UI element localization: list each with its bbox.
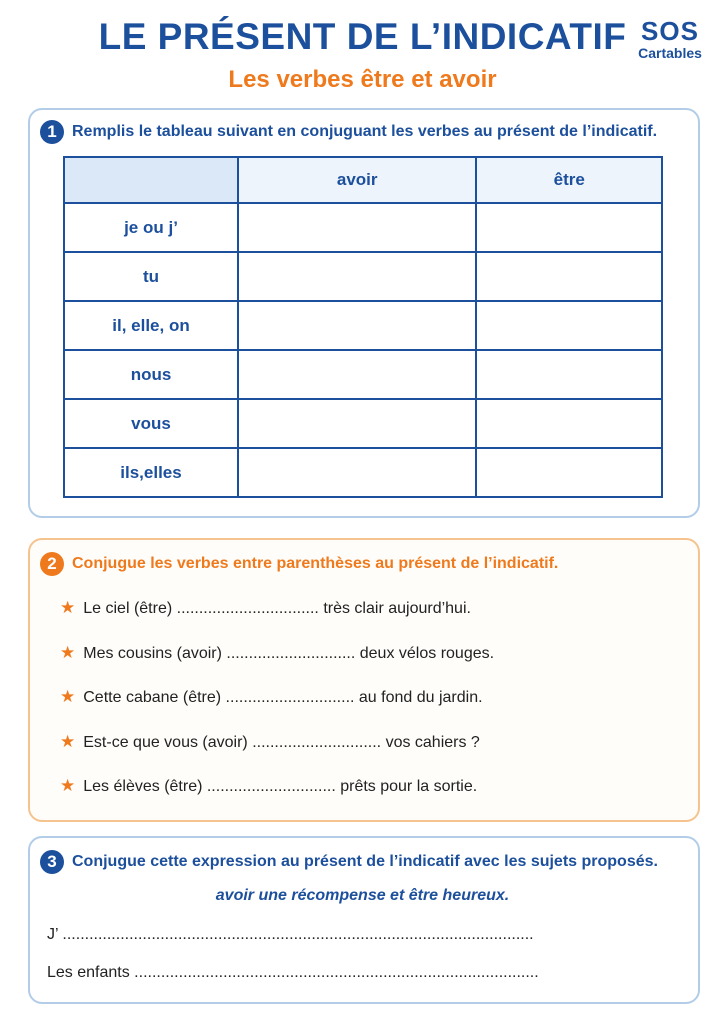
expression-to-conjugate: avoir une récompense et être heureux. — [215, 887, 510, 904]
answer-cell-avoir[interactable] — [238, 350, 476, 399]
exercise-1-instruction-row — [40, 120, 657, 144]
table-row — [64, 399, 662, 448]
table-corner-cell — [64, 157, 238, 203]
page-subtitle: Les verbes être et avoir — [228, 66, 497, 93]
answer-cell-avoir[interactable] — [238, 301, 476, 350]
page-title: LE PRÉSENT DE L’INDICATIF — [98, 16, 627, 57]
column-header-avoir: avoir — [238, 157, 476, 203]
list-item[interactable] — [60, 598, 494, 643]
exercise-2-instruction: Conjugue les verbes entre parenthèses au présent de l’indicatif. — [72, 555, 559, 573]
column-header-etre: être — [476, 157, 662, 203]
exercise-3-instruction: Conjugue cette expression au présent de l’indicatif avec les sujets proposés. — [72, 853, 658, 871]
star-icon: ★ — [60, 731, 76, 751]
exercise-1-number-badge: 1 — [40, 120, 64, 144]
exercise-2-number-badge: 2 — [40, 552, 64, 576]
list-item[interactable] — [60, 732, 494, 777]
row-pronoun: je ou j’ — [64, 203, 238, 252]
answer-cell-avoir[interactable] — [238, 252, 476, 301]
exercise-2-sentence-list — [60, 598, 494, 821]
list-item[interactable] — [60, 687, 494, 732]
sos-cartables-logo — [628, 18, 712, 60]
exercise-3-number-badge: 3 — [40, 850, 64, 874]
row-pronoun: ils,elles — [64, 448, 238, 497]
answer-cell-avoir[interactable] — [238, 448, 476, 497]
logo-text-cartables: Cartables — [638, 45, 702, 61]
table-row — [64, 448, 662, 497]
sentence-text: Mes cousins (avoir) ............................. deux vélos rouges. — [83, 644, 495, 662]
exercise-1-instruction: Remplis le tableau suivant en conjuguant les verbes au présent de l’indicatif. — [72, 123, 658, 141]
answer-cell-etre[interactable] — [476, 203, 662, 252]
answer-cell-etre[interactable] — [476, 399, 662, 448]
answer-cell-avoir[interactable] — [238, 399, 476, 448]
exercise-3-instruction-row — [40, 850, 658, 874]
row-pronoun: il, elle, on — [64, 301, 238, 350]
table-row — [64, 203, 662, 252]
logo-text-sos: SOS — [641, 16, 699, 46]
table-row — [64, 350, 662, 399]
row-pronoun: vous — [64, 399, 238, 448]
answer-cell-etre[interactable] — [476, 448, 662, 497]
star-icon: ★ — [60, 642, 76, 662]
row-pronoun: tu — [64, 252, 238, 301]
star-icon: ★ — [60, 687, 76, 706]
list-item[interactable] — [60, 776, 494, 821]
answer-cell-etre[interactable] — [476, 252, 662, 301]
table-row — [64, 252, 662, 301]
answer-line-j[interactable]: J’ .......................................................................................................... — [47, 926, 534, 943]
star-icon: ★ — [60, 776, 76, 795]
table-header-row — [64, 157, 662, 203]
sentence-text: Cette cabane (être) ............................. au fond du jardin. — [83, 689, 483, 706]
exercise-2-instruction-row — [40, 552, 558, 576]
star-icon: ★ — [60, 598, 76, 617]
sentence-text: Les élèves (être) ............................. prêts pour la sortie. — [83, 778, 478, 795]
answer-cell-avoir[interactable] — [238, 203, 476, 252]
list-item[interactable] — [60, 643, 494, 688]
row-pronoun: nous — [64, 350, 238, 399]
conjugation-table — [63, 156, 663, 498]
answer-line-les-enfants[interactable]: Les enfants ........................................................................................... — [47, 964, 539, 981]
answer-cell-etre[interactable] — [476, 350, 662, 399]
answer-cell-etre[interactable] — [476, 301, 662, 350]
sentence-text: Est-ce que vous (avoir) ............................. vos cahiers ? — [83, 733, 480, 751]
table-row — [64, 301, 662, 350]
sentence-text: Le ciel (être) ................................ très clair aujourd’hui. — [83, 600, 471, 617]
